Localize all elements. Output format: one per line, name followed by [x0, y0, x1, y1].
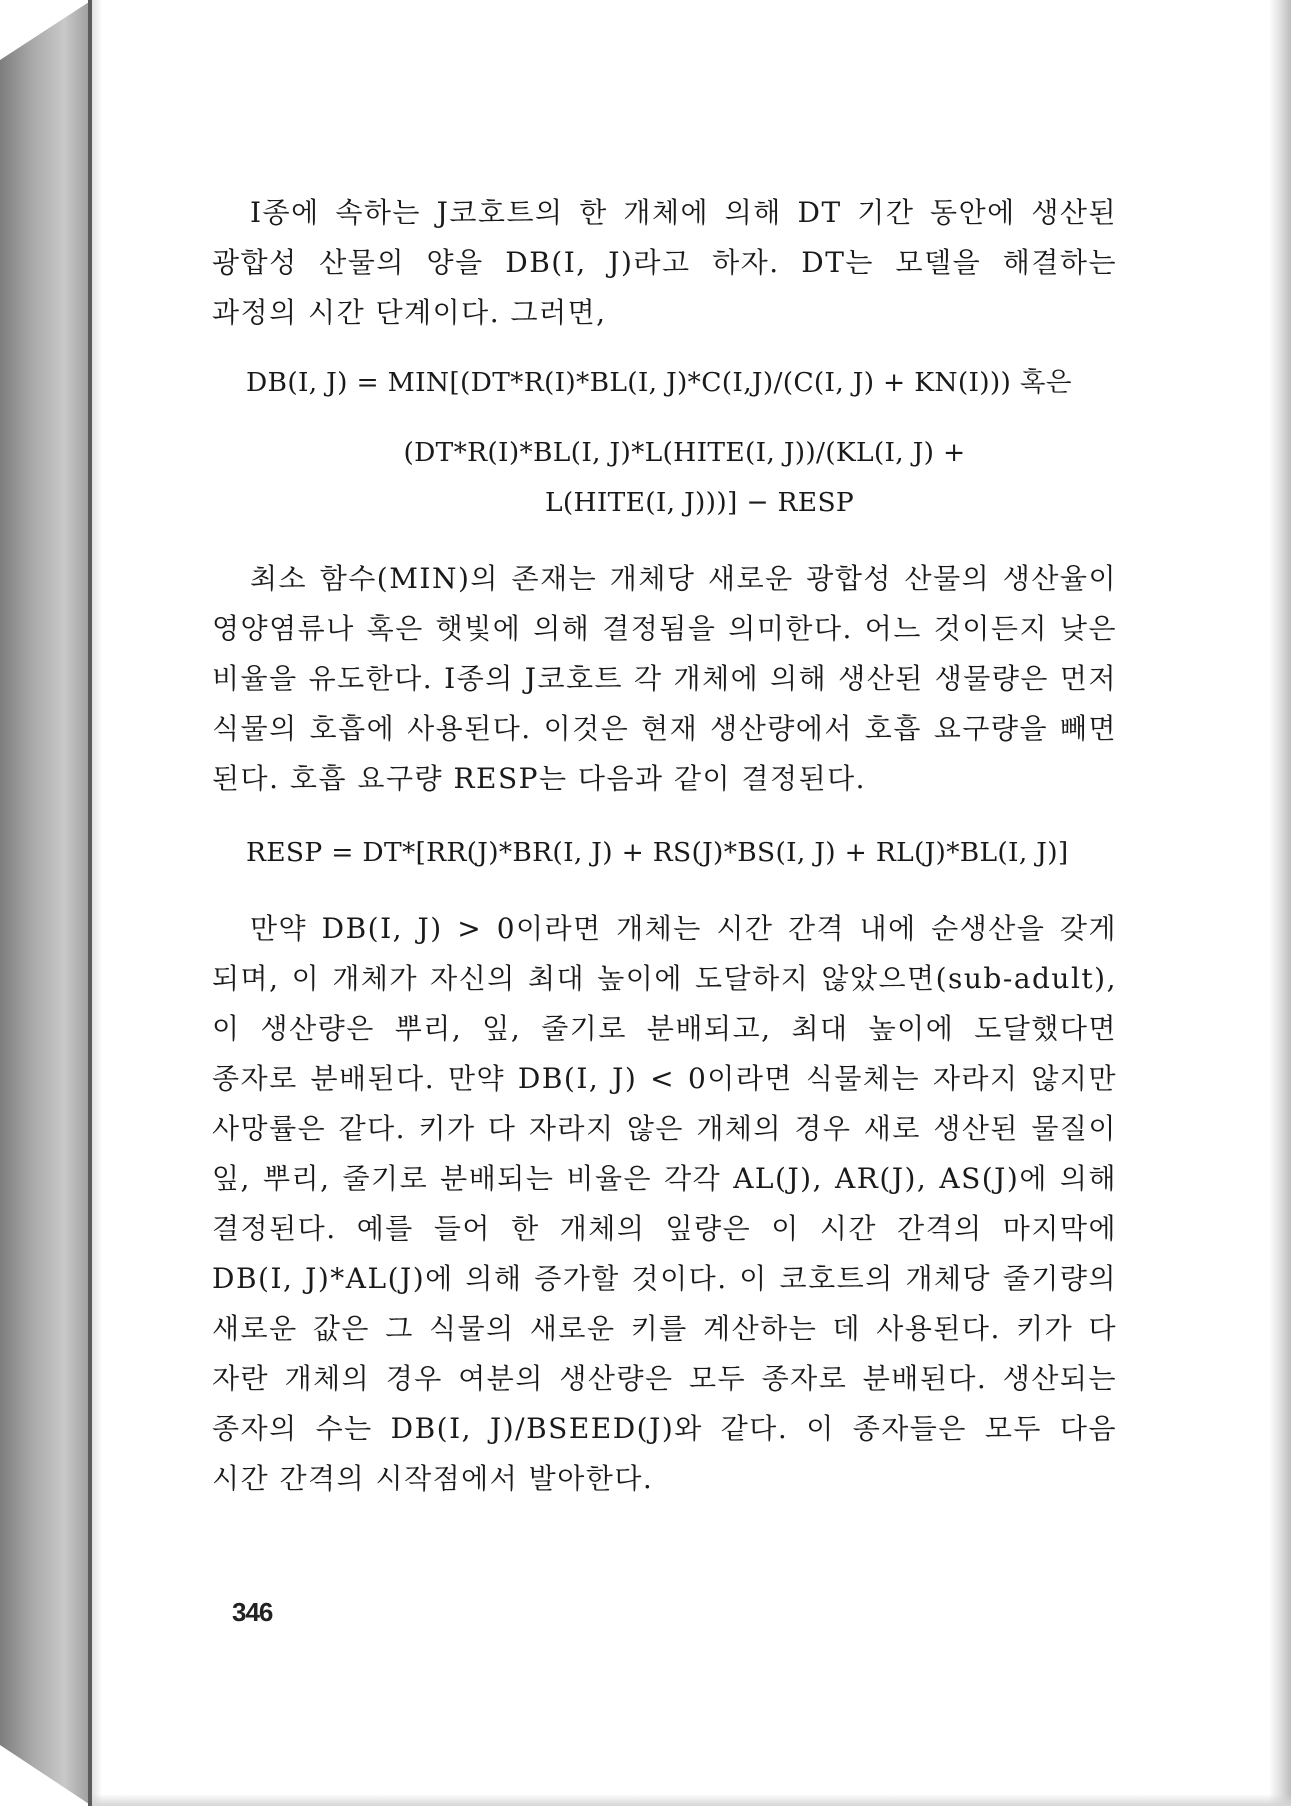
- formula-db-line-3: L(HITE(I, J)))] − RESP: [544, 487, 855, 518]
- paragraph-net-production: 만약 DB(I, J) > 0이라면 개체는 시간 간격 내에 순생산을 갖게 되며, 이 개체가 자신의 최대 높이에 도달하지 않았으면(sub-adult), 이 생산량은 뿌리, 잎, 줄기로 분배되고, 최대 높이에 도달했다면 종자로 분배된다. 만약 DB(I, J) < 0이라면 식물체는 자라지 않지만 사망률은 같다. 키가 다 자라지 않은 개체의 경우 새로 생산된 물질이 잎, 뿌리, 줄기로 분배되는 비율은 각각 AL(J), AR(J), AS(J)에 의해 결정된다. 예를 들어 한 개체의 잎량은 이 시간 간격의 마지막에 DB(I, J)*AL(J)에 의해 증가할 것이다. 이 코호트의 개체당 줄기량의 새로운 값은 그 식물의 새로운 키를 계산하는 데 사용된다. 키가 다 자란 개체의 경우 여분의 생산량은 모두 종자로 분배된다. 생산되는 종자의 수는 DB(I, J)/BSEED(J)와 같다. 이 종자들은 모두 다음 시간 간격의 시작점에서 발아한다.: [212, 912, 1117, 1495]
- book-spine: [0, 0, 92, 1806]
- page-right-edge: [1269, 0, 1291, 1806]
- page-number: 346: [232, 1597, 273, 1627]
- paragraph-photosynthesis-definition: I종에 속하는 J코호트의 한 개체에 의해 DT 기간 동안에 생산된 광합성 산물의 양을 DB(I, J)라고 하자. DT는 모델을 해결하는 과정의 시간 단계이다. 그러면,: [212, 196, 1117, 329]
- formula-db-line-1: DB(I, J) = MIN[(DT*R(I)*BL(I, J)*C(I,J)/(C(I, J) + KN(I))) 혹은: [246, 367, 1072, 398]
- paragraph-min-function: 최소 함수(MIN)의 존재는 개체당 새로운 광합성 산물의 생산율이 영양염류나 혹은 햇빛에 의해 결정됨을 의미한다. 어느 것이든지 낮은 비율을 유도한다. I종의 J코호트 각 개체에 의해 생산된 생물량은 먼저 식물의 호흡에 사용된다. 이것은 현재 생산량에서 호흡 요구량을 빼면 된다. 호흡 요구량 RESP는 다음과 같이 결정된다.: [212, 562, 1117, 795]
- page-gutter-shadow: [92, 0, 102, 1806]
- page-body: [212, 188, 1117, 1504]
- formula-db-line-2: (DT*R(I)*BL(I, J)*L(HITE(I, J))/(KL(I, J) +: [403, 437, 966, 468]
- formula-resp: RESP = DT*[RR(J)*BR(I, J) + RS(J)*BS(I, J) + RL(J)*BL(I, J)]: [246, 837, 1069, 868]
- page-bottom-edge: [92, 1794, 1291, 1806]
